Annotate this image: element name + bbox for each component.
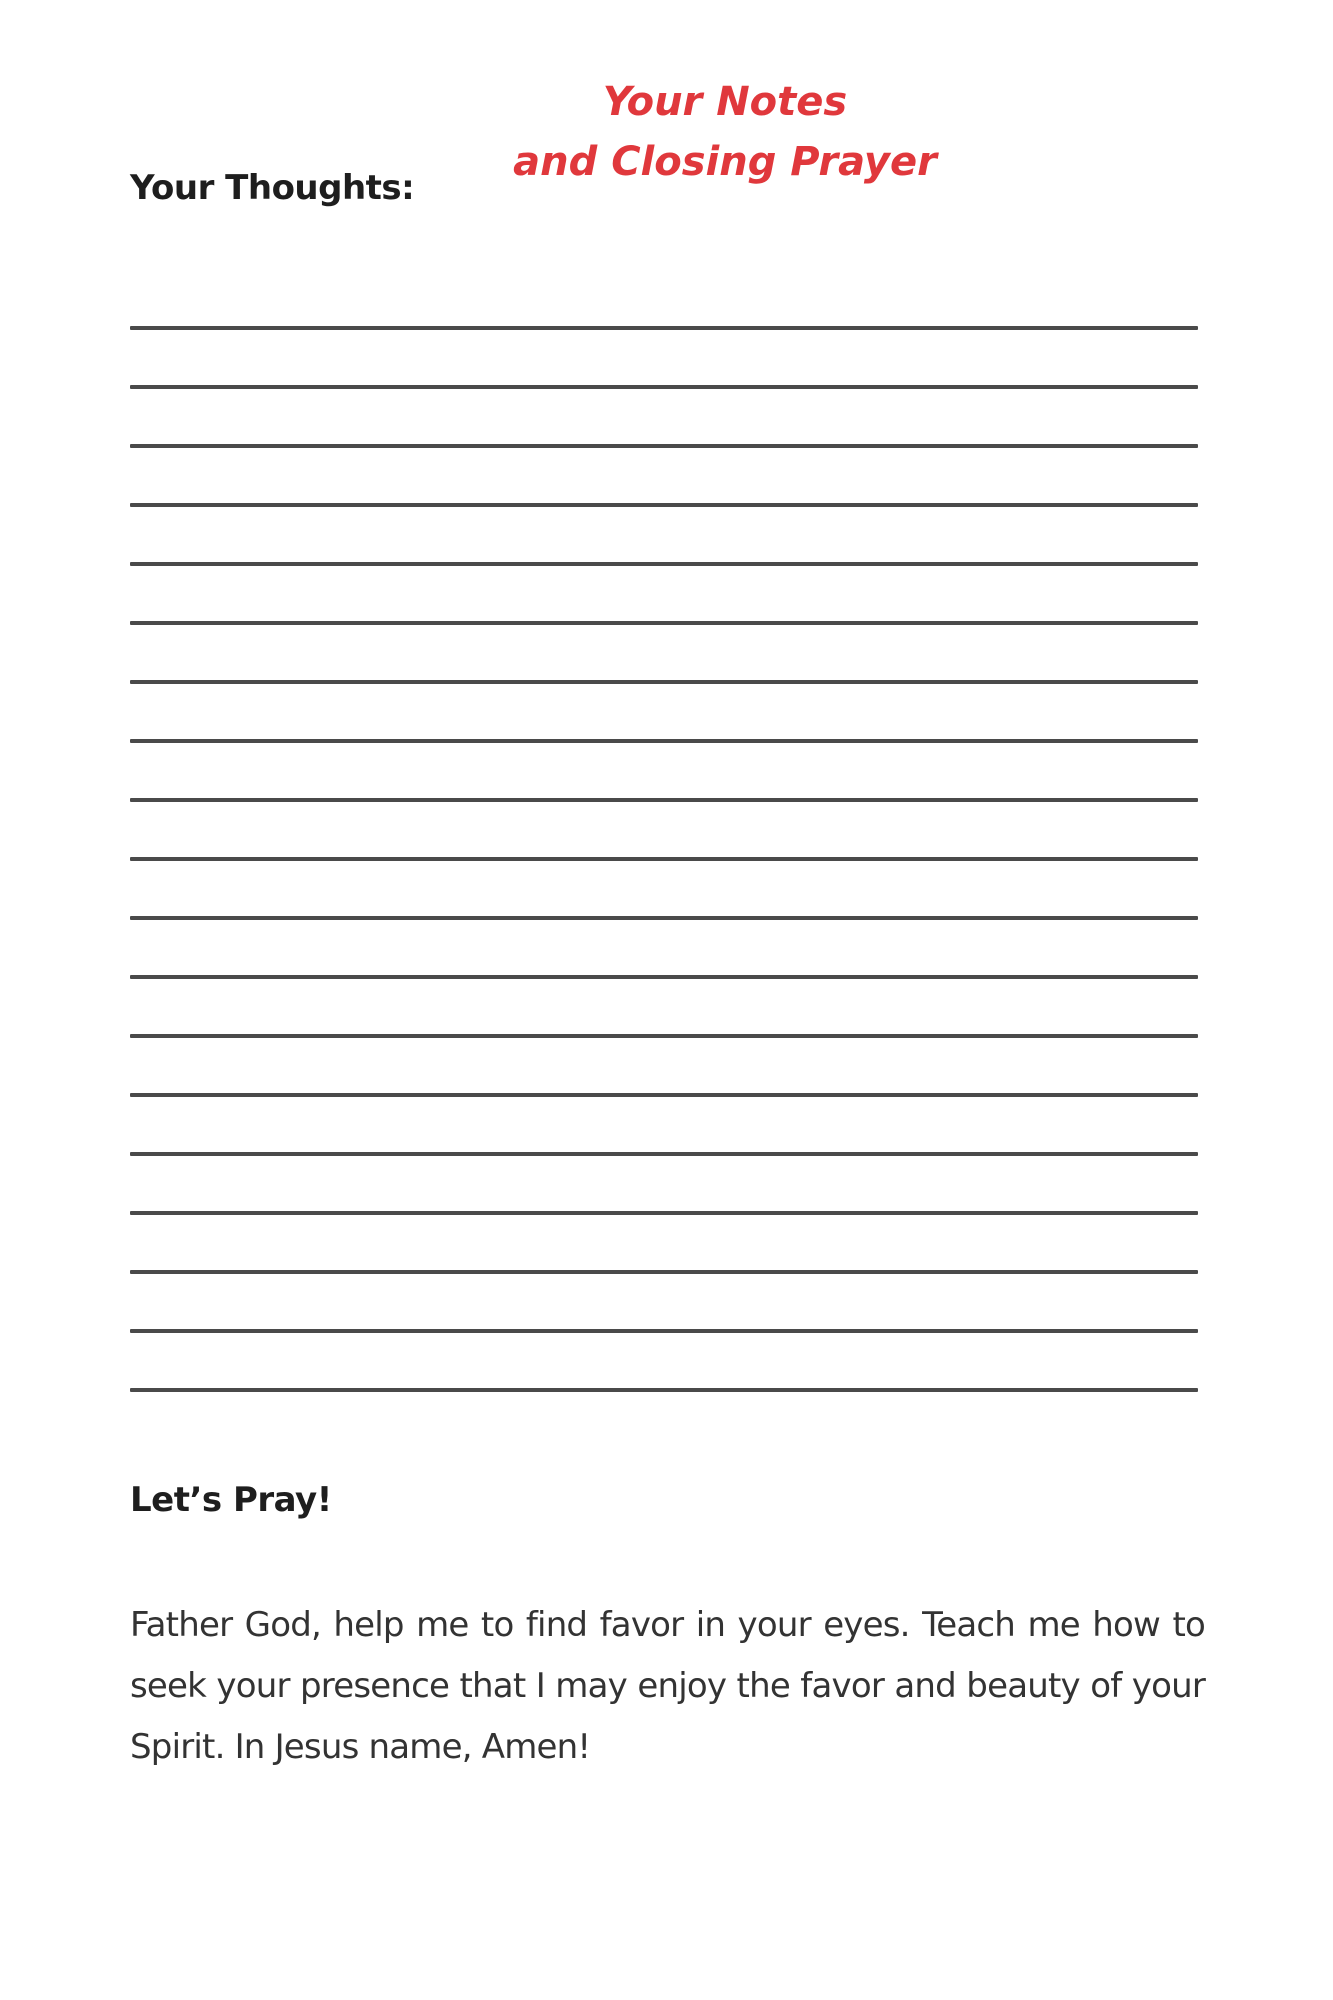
writing-line [130,621,1198,625]
writing-line [130,385,1198,389]
writing-line [130,326,1198,330]
writing-line [130,1152,1198,1156]
writing-lines [130,326,1198,1447]
your-thoughts-label: Your Thoughts: [130,168,415,208]
writing-line [130,975,1198,979]
writing-line [130,798,1198,802]
writing-line [130,1270,1198,1274]
writing-line [130,680,1198,684]
page-title-line-1: Your Notes [602,79,848,125]
writing-line [130,503,1198,507]
writing-line [130,1093,1198,1097]
writing-line [130,444,1198,448]
writing-line [130,739,1198,743]
writing-line [130,1211,1198,1215]
writing-line [130,1329,1198,1333]
page-title-line-2: and Closing Prayer [513,139,937,185]
closing-prayer-text: Father God, help me to find favor in your eyes. Teach me how to seek your presence that I may enjoy the favor and beauty of your Spirit. In Jesus name, Amen! [130,1605,1205,1767]
writing-line [130,1388,1198,1392]
writing-line [130,562,1198,566]
writing-line [130,916,1198,920]
writing-line [130,1034,1198,1038]
lets-pray-heading: Let’s Pray! [130,1480,332,1520]
writing-line [130,857,1198,861]
page-title [500,72,950,192]
